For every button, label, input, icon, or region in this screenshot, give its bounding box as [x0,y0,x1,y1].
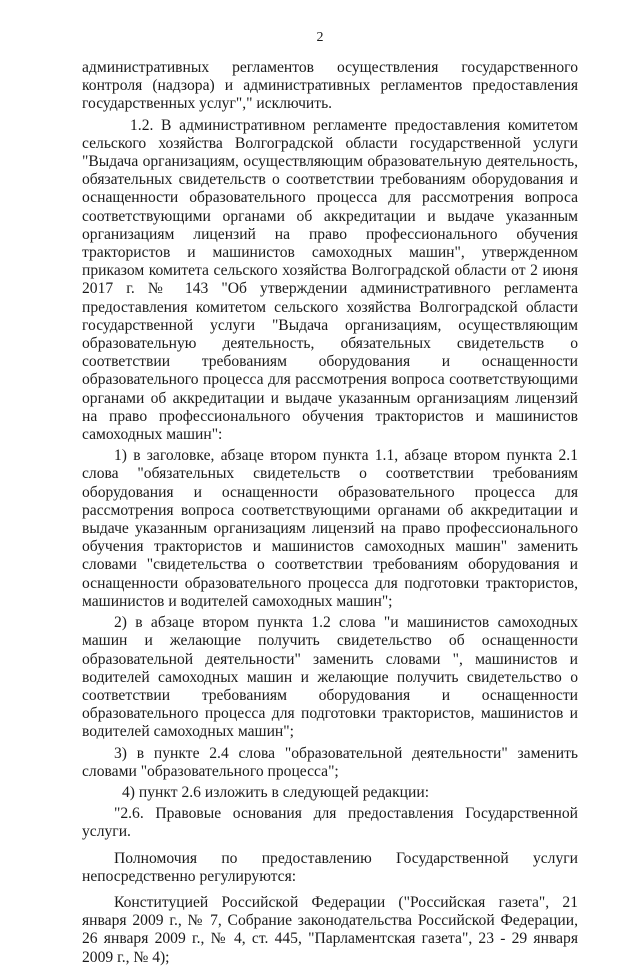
paragraph-powers: Полномочия по предоставлению Государственной услуги непосредственно регулируются: [82,849,578,885]
paragraph-item-3: 3) в пункте 2.4 слова "образовательной деятельности" заменить словами "образовательного процесса"; [82,744,578,780]
paragraph-item-1: 1) в заголовке, абзаце втором пункта 1.1, абзаце втором пункта 2.1 слова "обязательных свидетельств о соответствии требованиям оборудования и оснащенности образовательного процесса для рассмотрения вопроса соответствующими органами об аккредитации и выдаче указанным организациям лицензий на право профессионального обучения трактористов и машинистов самоходных машин" заменить словами "свидетельства о соответствии требованиям оборудования и оснащенности образовательного процесса для подготовки трактористов, машинистов и водителей самоходных машин"; [82,447,578,610]
paragraph-1-2: 1.2. В административном регламенте предоставления комитетом сельского хозяйства Волгоградской области государственной услуги "Выдача организациям, осуществляющим образовательную деятельность, обязательных свидетельств о соответствии требованиям оборудования и оснащенности образовательного процесса для рассмотрения вопроса соответствующими органами об аккредитации и выдаче указанным организациям лицензий на право профессионального обучения трактористов и машинистов самоходных машин", утвержденном приказом комитета сельского хозяйства Волгоградской области от 2 июня 2017 г. № 143 "Об утверждении административного регламента предоставления комитетом сельского хозяйства Волгоградской области государственной услуги "Выдача организациям, осуществляющим образовательную деятельность, обязательных свидетельств о соответствии требованиям оборудования и оснащенности образовательного процесса для рассмотрения вопроса соответствующими органами об аккредитации и выдаче указанным организациям лицензий на право профессионального обучения трактористов и машинистов самоходных машин": [82,116,578,444]
paragraph-2-6-heading: "2.6. Правовые основания для предоставления Государственной услуги. [82,805,578,841]
document-body [82,59,578,967]
paragraph-continuation: административных регламентов осуществления государственного контроля (надзора) и административных регламентов предоставления государственных услуг"," исключить. [82,59,578,113]
paragraph-item-4: 4) пункт 2.6 изложить в следующей редакции: [122,783,430,801]
paragraph-item-2: 2) в абзаце втором пункта 1.2 слова "и машинистов самоходных машин и желающие получить свидетельство об оснащенности образовательной деятельности" заменить словами ", машинистов и водителей самоходных машин и желающие получить свидетельство о соответствии требованиям оборудования и оснащенности образовательного процесса для подготовки трактористов, машинистов и водителей самоходных машин"; [82,614,578,741]
paragraph-constitution: Конституцией Российской Федерации ("Российская газета", 21 января 2009 г., № 7, Собрание законодательства Российской Федерации, 26 января 2009 г., № 4, ст. 445, "Парламентская газета", 23 - 29 января 2009 г., № 4); [82,893,578,966]
page-number: 2 [316,30,324,45]
